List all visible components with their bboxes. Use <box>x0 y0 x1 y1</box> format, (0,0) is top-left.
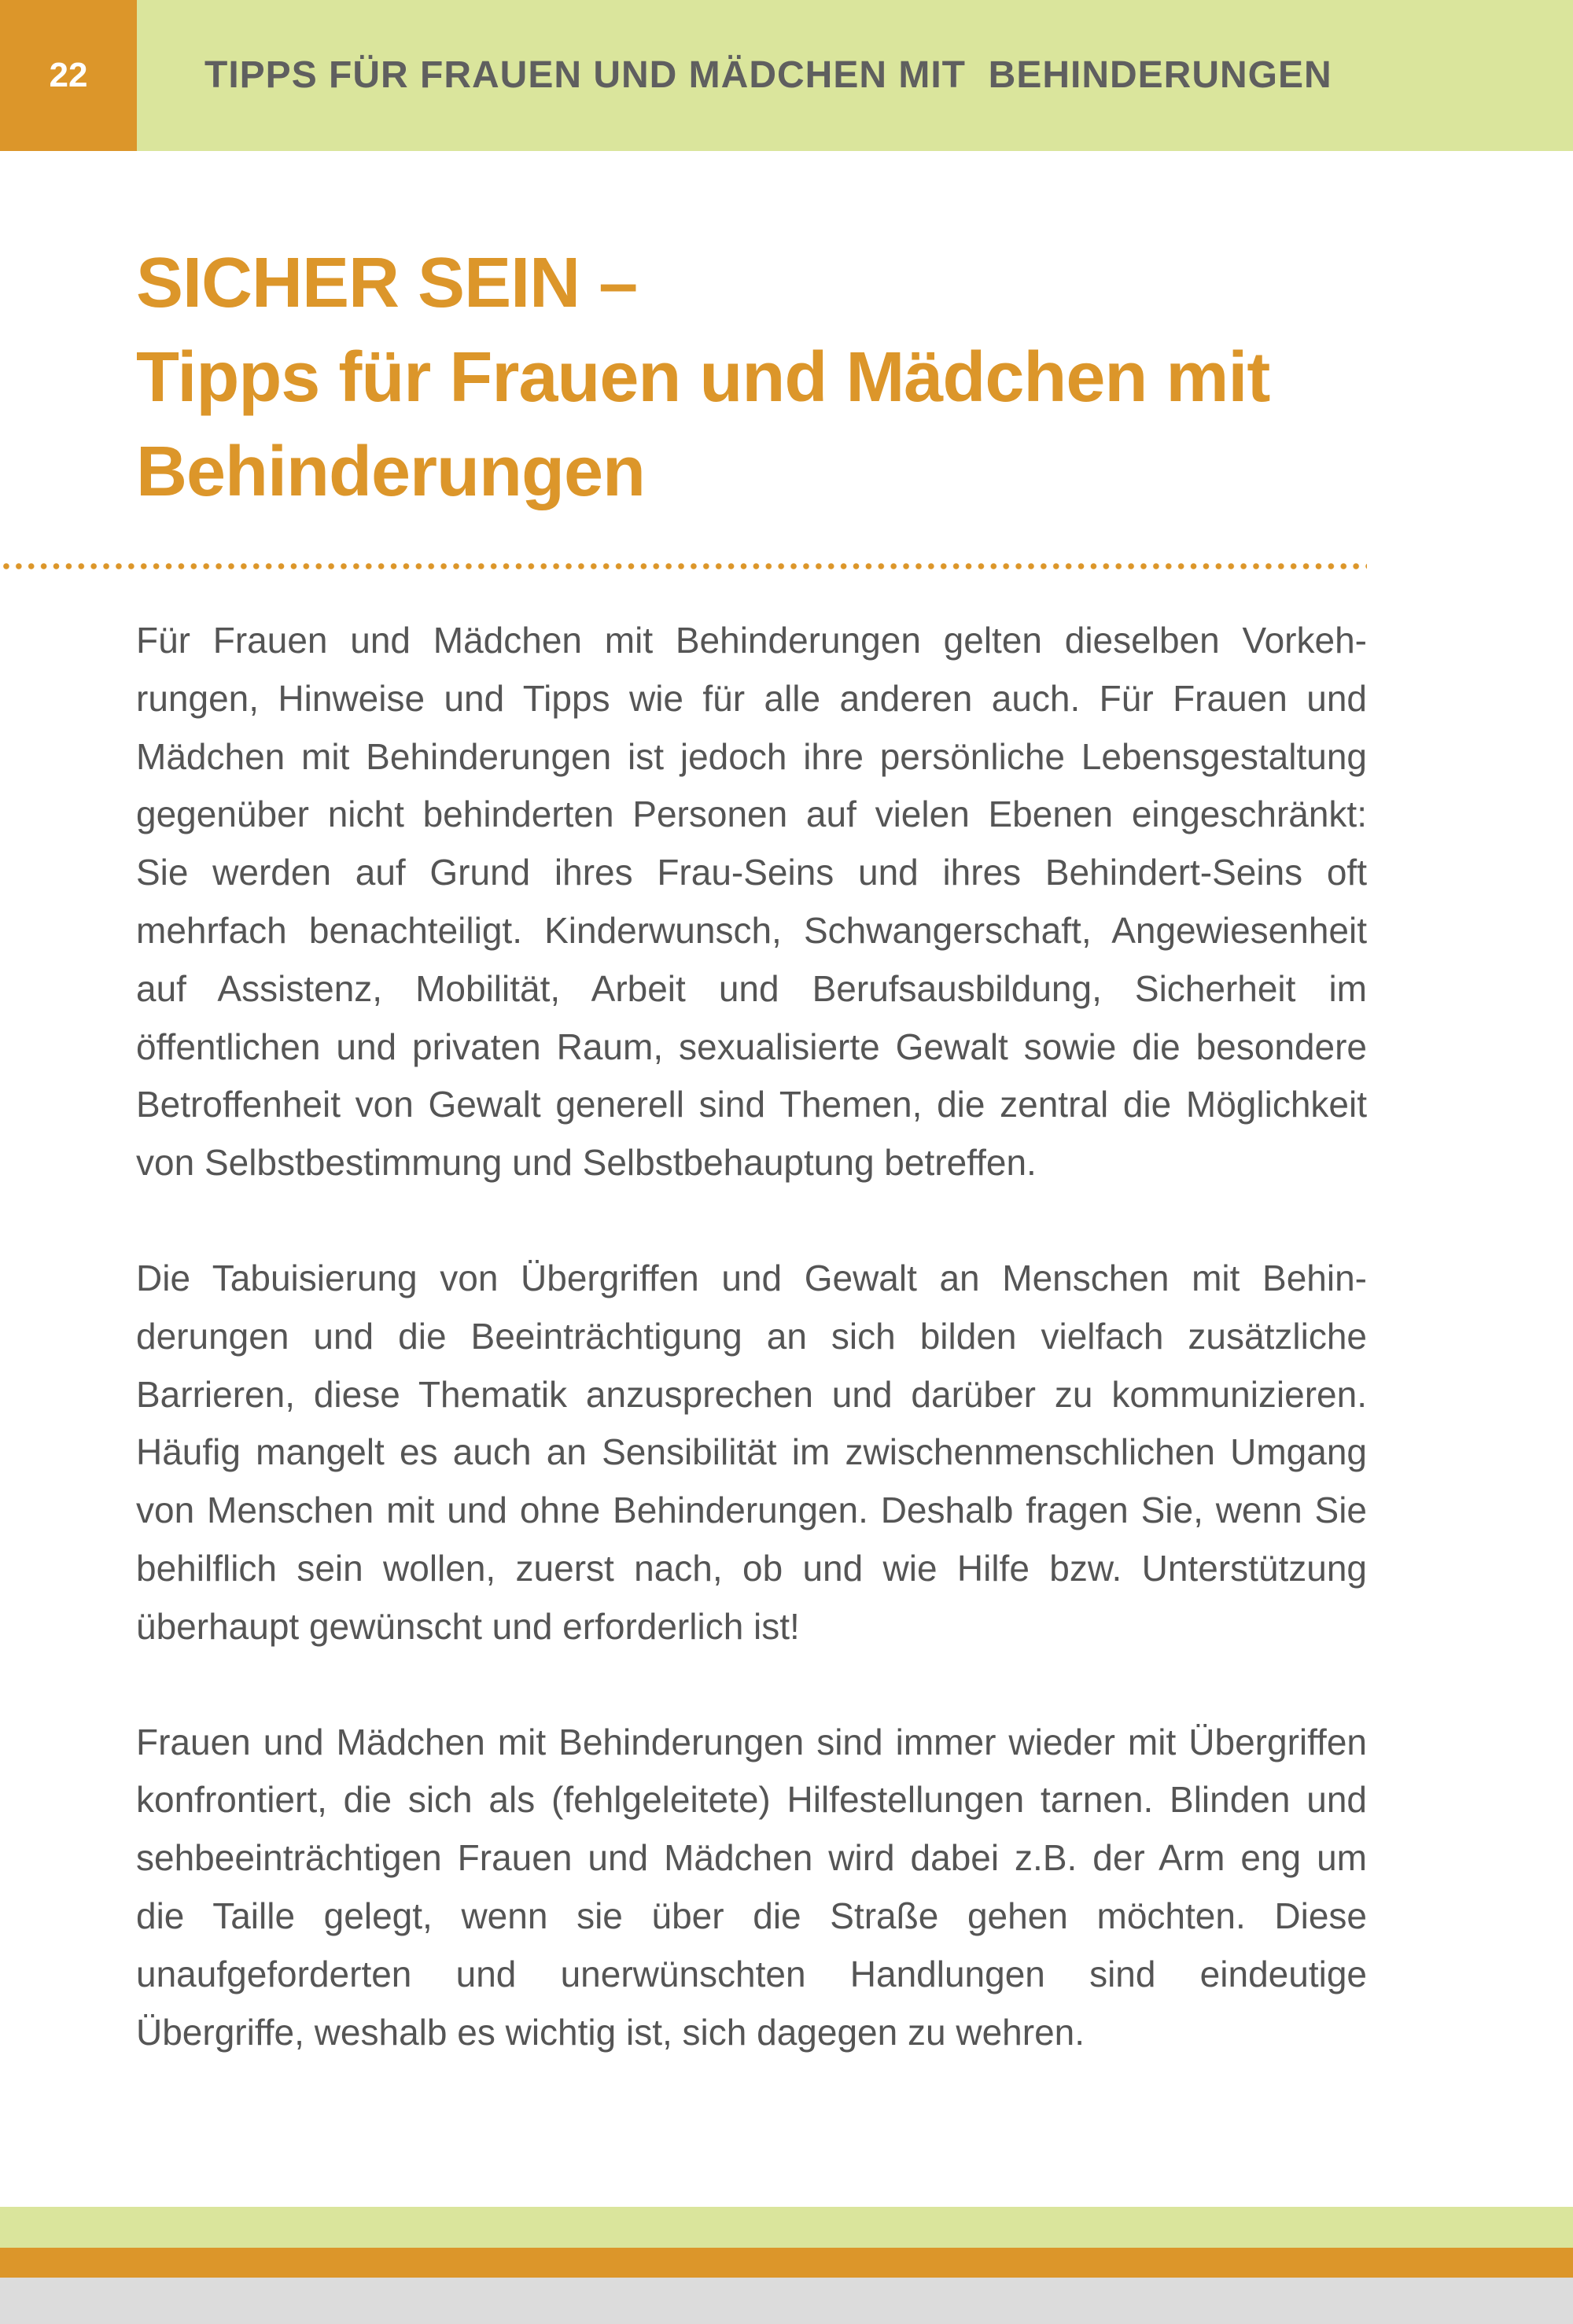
body-text <box>136 612 1367 2119</box>
footer-stripe-orange <box>0 2248 1573 2278</box>
paragraph-3: Frauen und Mädchen mit Behinderungen sind immer wieder mit Übergriffen konfrontiert, die sich als (fehlgeleitete) Hilfestellungen tarnen. Blinden und sehbeeinträchtigen Frauen und Mädchen wird dabei z.B. der Arm eng um die Taille gelegt, wenn sie über die Straße gehen möchten. Diese unaufgeforderten und unerwünschten Handlungen sind eindeutige Übergriffe, weshalb es wichtig ist, sich dagegen zu wehren. <box>136 1721 1367 2053</box>
page-number: 22 <box>49 56 88 94</box>
footer-stripe-gray <box>0 2278 1573 2324</box>
paragraph-2: Die Tabuisierung von Übergriffen und Gewalt an Menschen mit Behinderungen und die Beeinträchtigung an sich bilden vielfach zusätzliche Barrieren, diese Thematik anzusprechen und darüber zu kommunizieren. Häufig mangelt es auch an Sensibilität im zwischenmenschlichen Umgang von Menschen mit und ohne Behinderungen. Deshalb fragen Sie, wenn Sie behilflich sein wollen, zuerst nach, ob und wie Hilfe bzw. Unterstützung überhaupt gewünscht und erforderlich ist! <box>136 1257 1367 1647</box>
title-line-1: SICHER SEIN – <box>136 244 638 322</box>
footer-stripe-green <box>0 2207 1573 2248</box>
running-header: TIPPS FÜR FRAUEN UND MÄDCHEN MIT BEHINDERUNGEN <box>204 54 1332 96</box>
title-line-2: Tipps für Frauen und Mädchen mit <box>136 338 1270 417</box>
title-line-3: Behinderungen <box>136 433 646 511</box>
page-title <box>136 236 1363 519</box>
page-number-box <box>0 0 137 151</box>
dotted-divider <box>0 562 1367 571</box>
paragraph-1: Für Frauen und Mädchen mit Behinderungen gelten dieselben Vorkehrungen, Hinweise und Tipps wie für alle anderen auch. Für Frauen und Mädchen mit Behinderungen ist jedoch ihre persönliche Lebensgestaltung gegenüber nicht behinderten Personen auf vielen Ebenen eingeschränkt: Sie werden auf Grund ihres Frau-Seins und ihres Behindert-Seins oft mehrfach benachteiligt. Kinderwunsch, Schwangerschaft, Angewiesenheit auf Assistenz, Mobilität, Arbeit und Berufsausbildung, Sicherheit im öffentlichen und privaten Raum, sexualisierte Gewalt sowie die besondere Betroffenheit von Gewalt generell sind Themen, die zentral die Möglichkeit von Selbstbestimmung und Selbstbehauptung betreffen. <box>136 620 1367 1184</box>
